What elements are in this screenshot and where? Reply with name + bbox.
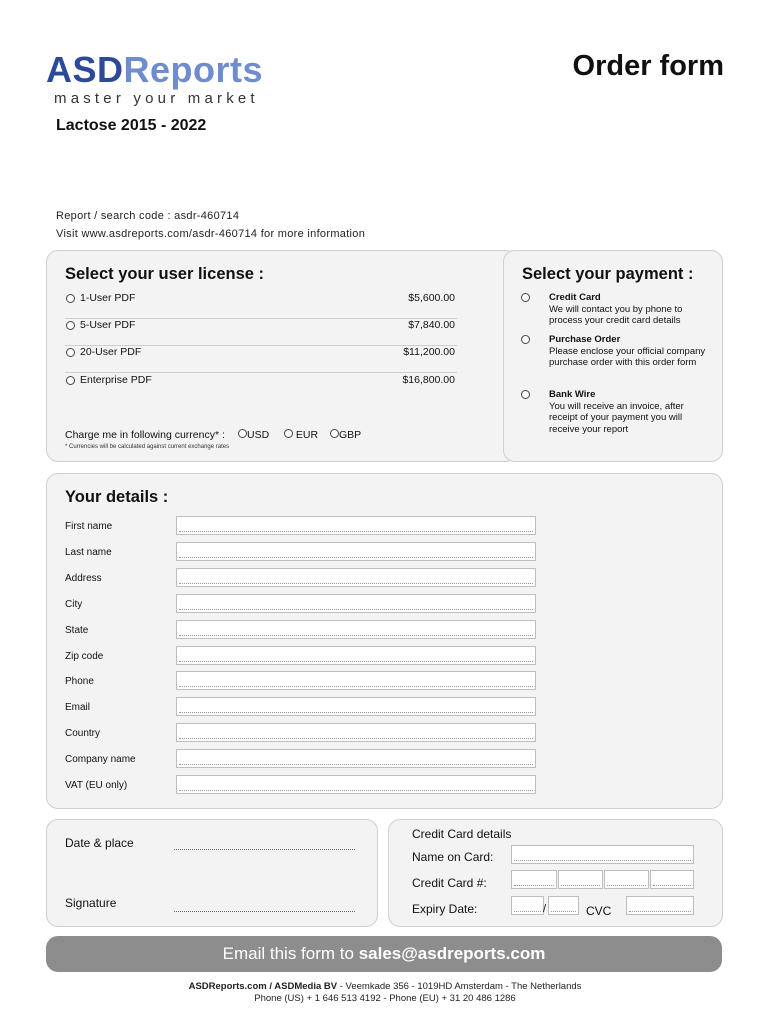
license-name: Enterprise PDF [80, 374, 152, 386]
address-label: Address [65, 573, 102, 584]
currency-eur[interactable] [284, 429, 318, 441]
asdreports-logo [46, 49, 264, 107]
currency-gbp-label: GBP [339, 429, 362, 441]
cvc-field[interactable] [626, 896, 694, 915]
logo-asd-text: ASD [46, 49, 124, 90]
currency-usd-label: USD [247, 429, 270, 441]
email-field[interactable] [176, 697, 536, 716]
expiry-slash: / [543, 903, 547, 915]
email-label: Email [65, 702, 91, 713]
details-title: Your details : [65, 488, 169, 506]
last-name-field[interactable] [176, 542, 536, 561]
email-form-banner [46, 936, 722, 972]
currency-radio[interactable] [284, 429, 293, 438]
vat-label: VAT (EU only) [65, 780, 128, 791]
vat-field[interactable] [176, 775, 536, 794]
visit-link[interactable]: Visit www.asdreports.com/asdr-460714 for more information [56, 228, 366, 240]
address-field[interactable] [176, 568, 536, 587]
card-number-field-4[interactable] [650, 870, 694, 889]
first-name-field[interactable] [176, 516, 536, 535]
license-price: $11,200.00 [403, 346, 455, 358]
payment-title: Select your payment : [522, 265, 694, 283]
expiry-date-label: Expiry Date: [412, 902, 478, 916]
license-price: $5,600.00 [408, 292, 455, 304]
phone-field[interactable] [176, 671, 536, 690]
logo-reports-text: Reports [123, 49, 264, 90]
last-name-label: Last name [65, 547, 112, 558]
payment-radio[interactable] [521, 293, 530, 302]
date-place-line[interactable] [174, 849, 355, 850]
signature-line[interactable] [174, 911, 355, 912]
form-title: Order form [572, 50, 724, 82]
currency-label: Charge me in following currency* : [65, 429, 225, 441]
license-radio[interactable] [66, 348, 75, 357]
payment-desc: Please enclose your official company purchase order with this order form [549, 345, 706, 368]
city-label: City [65, 599, 83, 610]
city-field[interactable] [176, 594, 536, 613]
cvc-label: CVC [586, 904, 612, 918]
first-name-label: First name [65, 521, 113, 532]
card-number-field-1[interactable] [511, 870, 557, 889]
license-radio[interactable] [66, 321, 75, 330]
state-field[interactable] [176, 620, 536, 639]
footer-address-text: - Veemkade 356 - 1019HD Amsterdam - The Netherlands [337, 981, 582, 992]
state-label: State [65, 625, 89, 636]
credit-card-title: Credit Card details [412, 827, 512, 841]
currency-radio[interactable] [238, 429, 247, 438]
currency-note: * Currencies will be calculated against current exchange rates [65, 444, 230, 450]
payment-name: Purchase Order [549, 334, 621, 345]
currency-eur-label: EUR [295, 429, 319, 441]
company-name-label: Company name [65, 754, 136, 765]
date-place-label: Date & place [65, 836, 134, 850]
card-number-field-2[interactable] [558, 870, 603, 889]
currency-radio[interactable] [330, 429, 339, 438]
license-name: 1-User PDF [80, 292, 136, 304]
payment-name: Credit Card [549, 292, 601, 303]
license-option-enterprise[interactable] [65, 374, 457, 400]
name-on-card-label: Name on Card: [412, 850, 494, 864]
license-name: 5-User PDF [80, 319, 136, 331]
logo-tagline: master your market [54, 90, 259, 107]
country-label: Country [65, 728, 101, 739]
expiry-year-field[interactable] [548, 896, 579, 915]
license-name: 20-User PDF [80, 346, 142, 358]
license-radio[interactable] [66, 294, 75, 303]
card-number-field-3[interactable] [604, 870, 649, 889]
license-option-1-user[interactable] [65, 292, 457, 319]
country-field[interactable] [176, 723, 536, 742]
license-option-5-user[interactable] [65, 319, 457, 346]
company-name-field[interactable] [176, 749, 536, 768]
license-price: $16,800.00 [402, 374, 455, 386]
payment-radio[interactable] [521, 335, 530, 344]
card-number-label: Credit Card #: [412, 876, 487, 890]
footer-address [0, 981, 770, 992]
email-prefix: Email this form to [222, 944, 359, 963]
currency-usd[interactable] [238, 429, 269, 441]
phone-label: Phone [65, 676, 94, 687]
license-title: Select your user license : [65, 265, 265, 283]
footer-brand: ASDReports.com / ASDMedia BV [188, 981, 338, 992]
zip-code-label: Zip code [65, 651, 104, 662]
payment-desc: We will contact you by phone to process your credit card details [549, 303, 683, 326]
currency-gbp[interactable] [330, 429, 361, 441]
email-address-link[interactable]: sales@asdreports.com [358, 944, 546, 963]
license-price: $7,840.00 [408, 319, 455, 331]
name-on-card-field[interactable] [511, 845, 694, 864]
payment-radio[interactable] [521, 390, 530, 399]
signature-label: Signature [65, 896, 117, 910]
report-title: Lactose 2015 - 2022 [56, 117, 207, 134]
expiry-month-field[interactable] [511, 896, 547, 915]
payment-name: Bank Wire [549, 389, 596, 400]
license-option-20-user[interactable] [65, 346, 457, 373]
search-code: Report / search code : asdr-460714 [56, 210, 240, 222]
footer-phones: Phone (US) + 1 646 513 4192 - Phone (EU) + 31 20 486 1286 [254, 993, 516, 1004]
license-radio[interactable] [66, 376, 75, 385]
payment-desc: You will receive an invoice, after receipt of your payment you will receive your report [549, 400, 684, 435]
zip-code-field[interactable] [176, 646, 536, 665]
